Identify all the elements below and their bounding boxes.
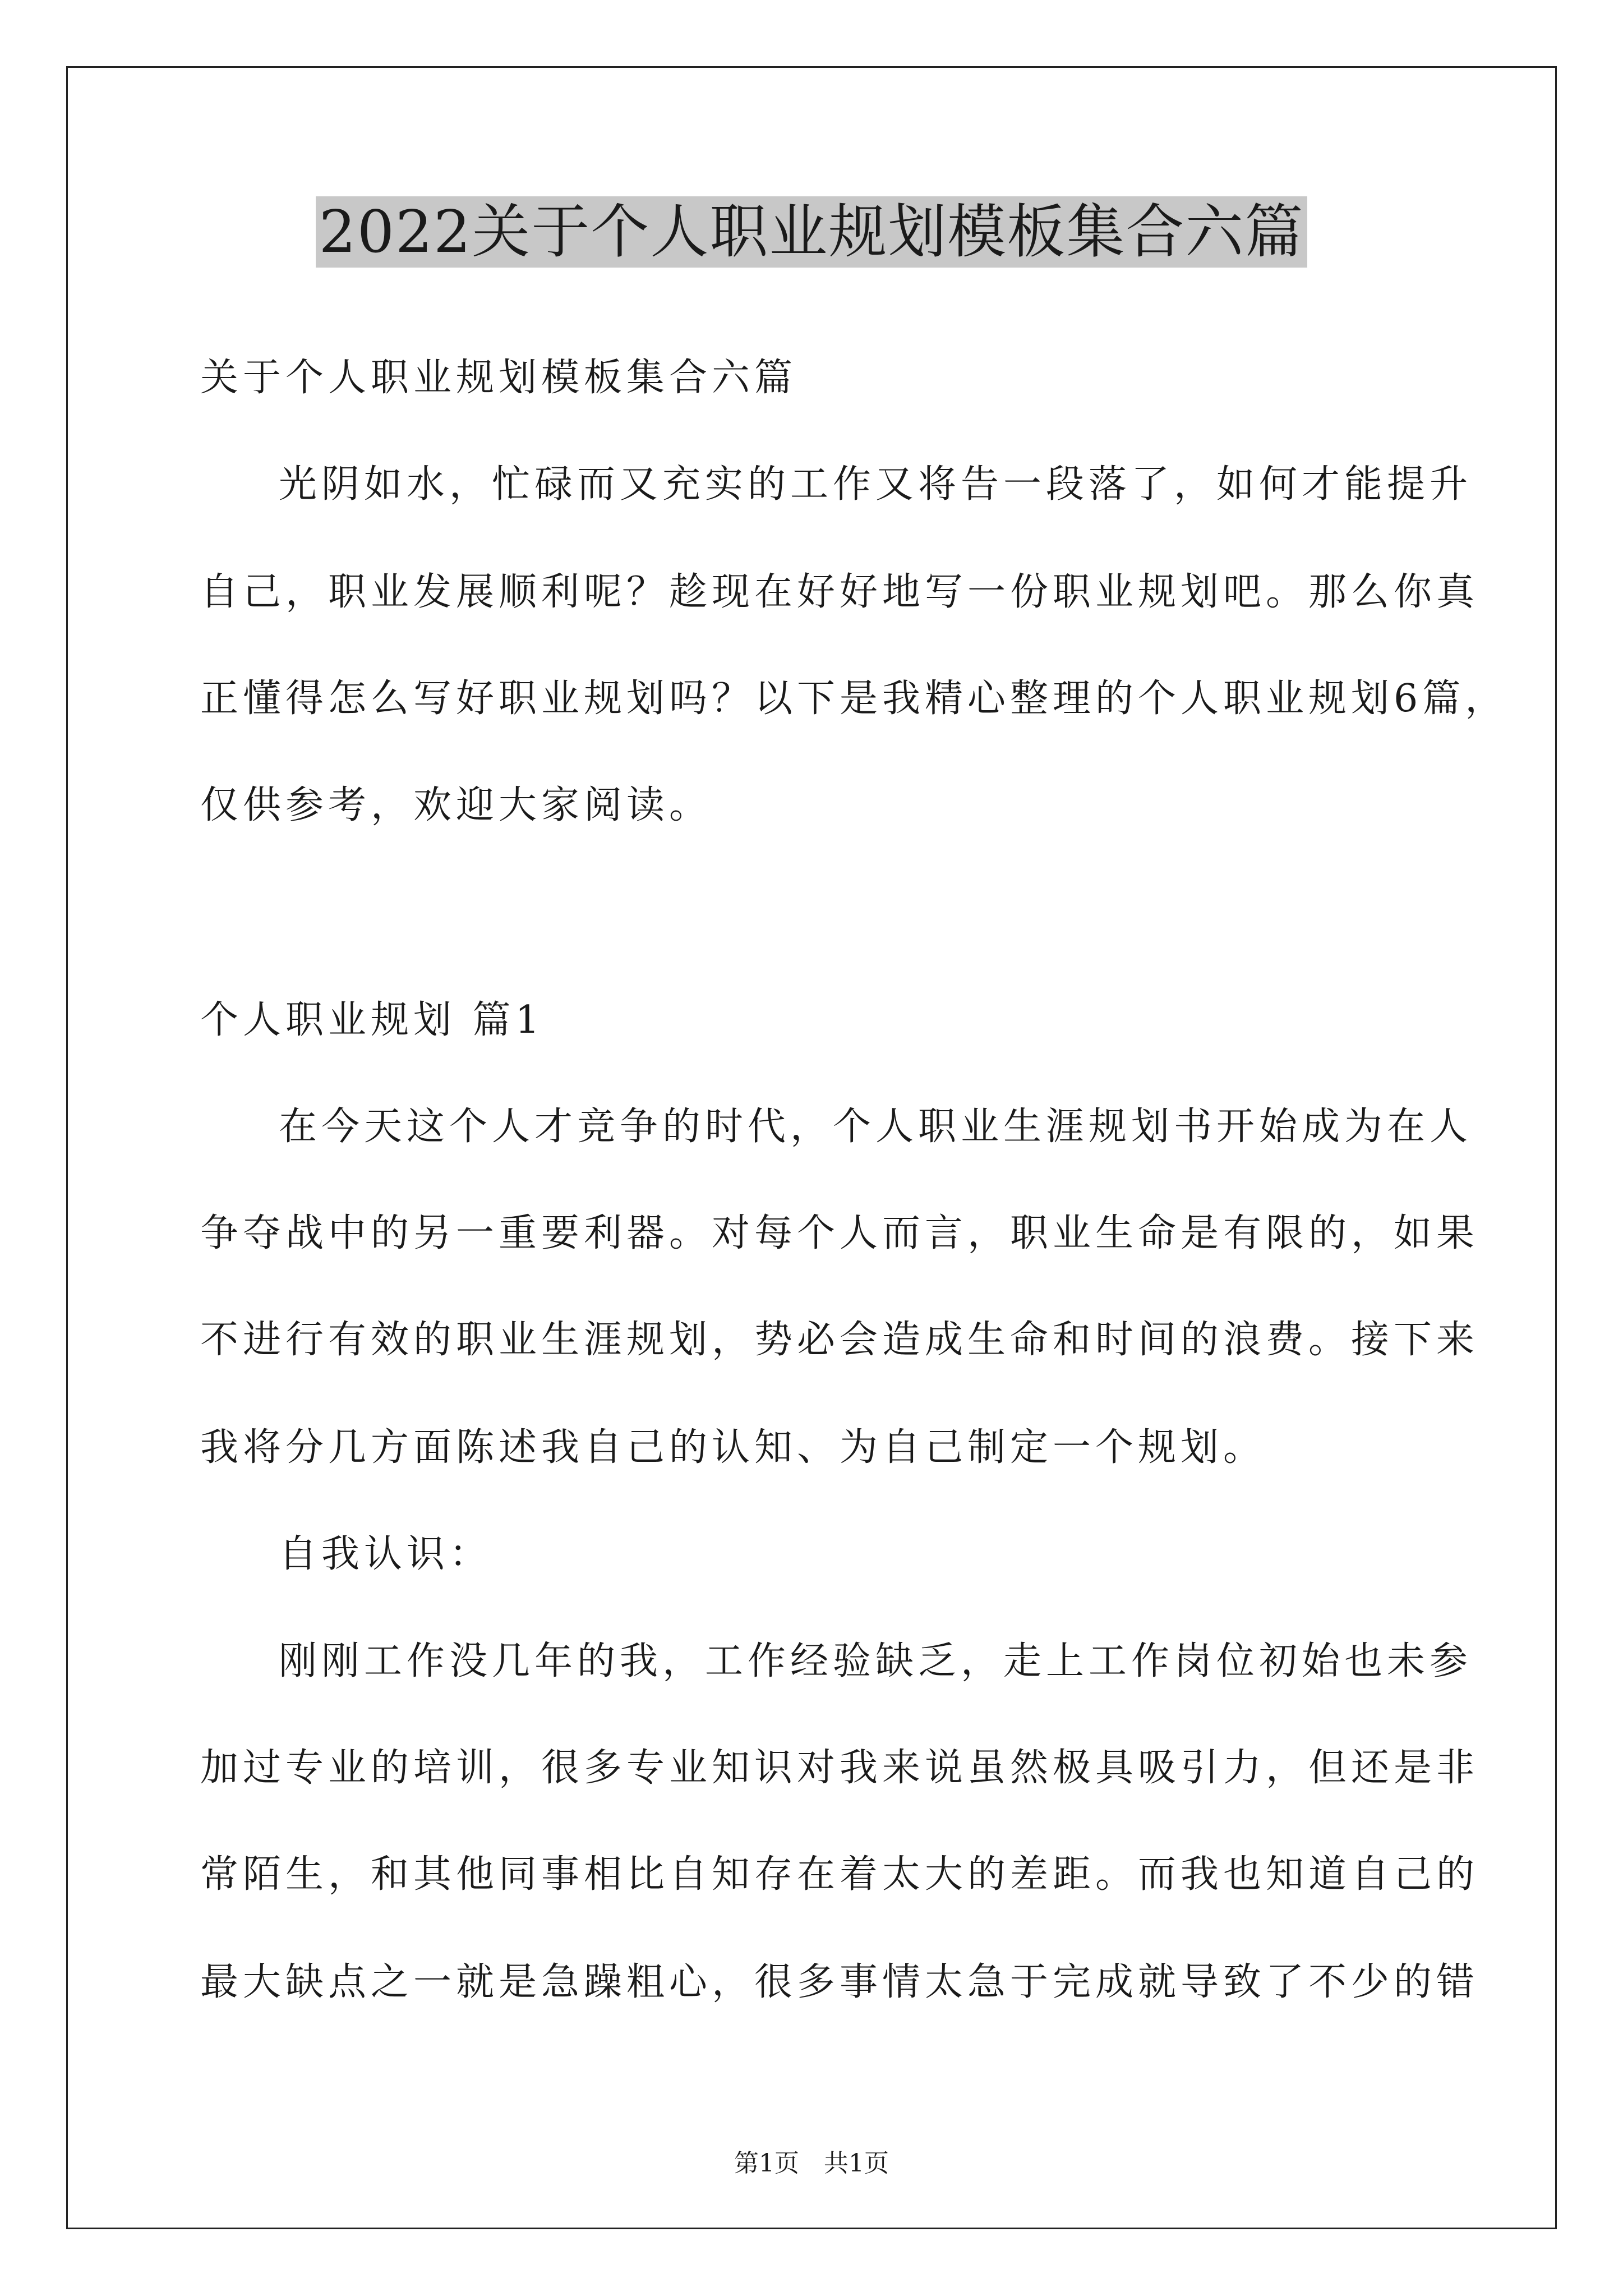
title-container — [0, 196, 1623, 268]
body-line: 刚刚工作没几年的我，工作经验缺乏，走上工作岗位初始也未参 — [279, 1639, 1473, 1683]
page-footer: 第1页 共1页 — [734, 2149, 889, 2178]
body-line: 仅供参考，欢迎大家阅读。 — [200, 783, 712, 827]
body-line: 在今天这个人才竞争的时代，个人职业生涯规划书开始成为在人 — [279, 1105, 1473, 1149]
body-line: 争夺战中的另一重要利器。对每个人而言，职业生命是有限的，如果 — [200, 1211, 1479, 1255]
subsection-heading: 自我认识： — [279, 1532, 492, 1576]
subtitle-line: 关于个人职业规划模板集合六篇 — [200, 356, 797, 400]
body-line: 我将分几方面陈述我自己的认知、为自己制定一个规划。 — [200, 1425, 1266, 1470]
section-heading: 个人职业规划 篇1 — [200, 998, 544, 1042]
document-title: 2022关于个人职业规划模板集合六篇 — [316, 196, 1308, 268]
body-line: 最大缺点之一就是急躁粗心，很多事情太急于完成就导致了不少的错 — [200, 1960, 1479, 2004]
body-line: 正懂得怎么写好职业规划吗？以下是我精心整理的个人职业规划6篇， — [200, 677, 1508, 721]
body-line: 不进行有效的职业生涯规划，势必会造成生命和时间的浪费。接下来 — [200, 1318, 1479, 1362]
body-line: 光阴如水，忙碌而又充实的工作又将告一段落了，如何才能提升 — [279, 462, 1473, 507]
body-line: 常陌生，和其他同事相比自知存在着太大的差距。而我也知道自己的 — [200, 1852, 1479, 1897]
body-line: 自己，职业发展顺利呢？趁现在好好地写一份职业规划吧。那么你真 — [200, 570, 1479, 614]
body-line: 加过专业的培训，很多专业知识对我来说虽然极具吸引力，但还是非 — [200, 1746, 1479, 1790]
